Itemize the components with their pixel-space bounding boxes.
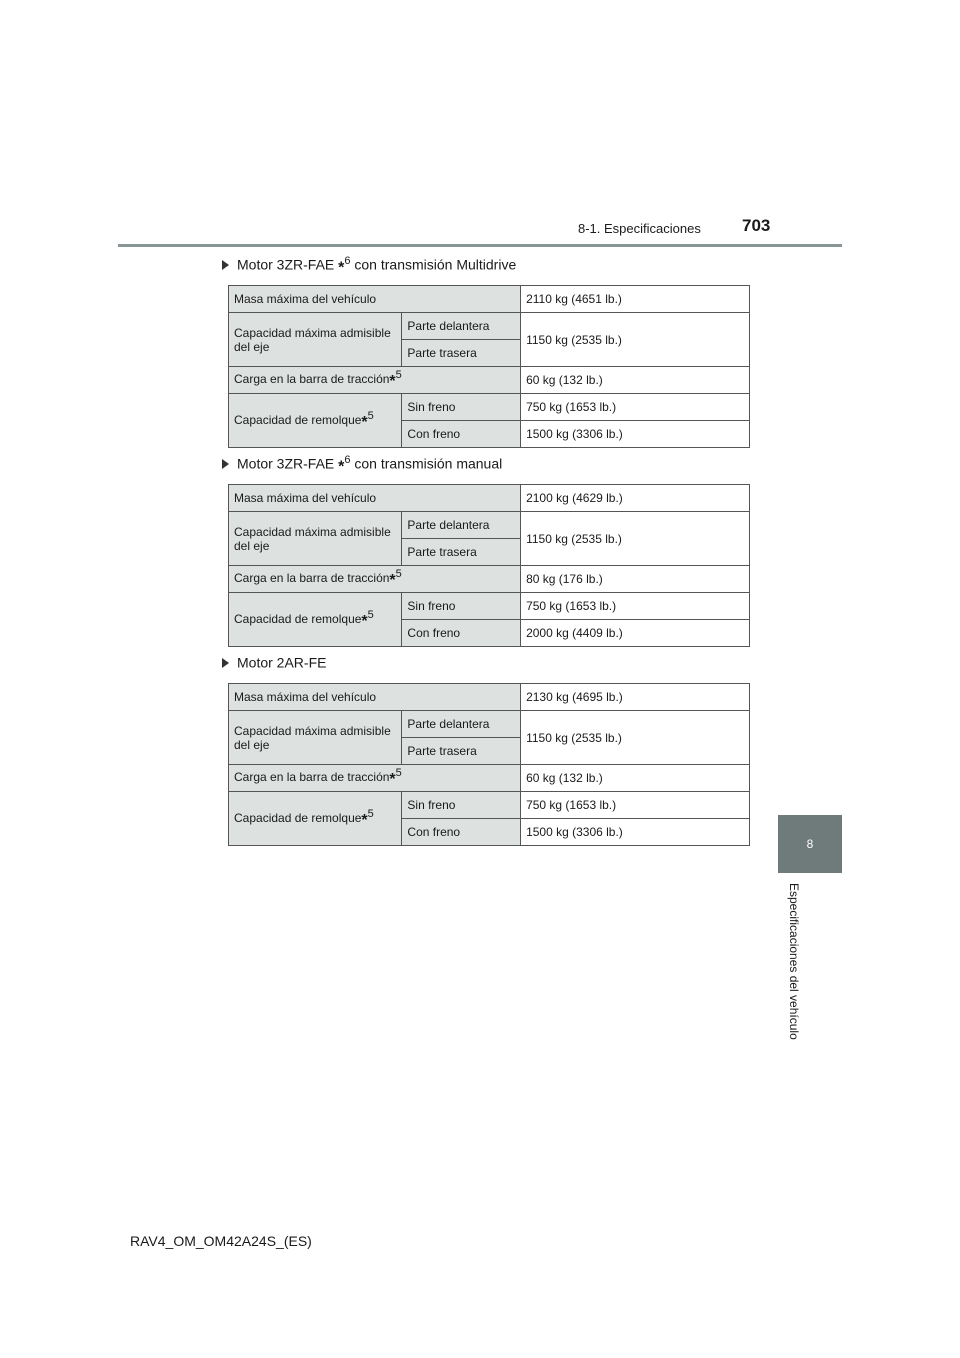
spec-table-3 [228, 683, 750, 846]
side-tab-number: 8 [806, 837, 814, 851]
row-label-parte-trasera: Parte trasera [402, 738, 521, 765]
value-con-freno: 1500 kg (3306 lb.) [521, 421, 750, 448]
row-label-carga-barra: Carga en la barra de tracción*$^5$ [229, 566, 521, 593]
table-row [229, 792, 750, 819]
row-label-sin-freno: Sin freno [402, 394, 521, 421]
footer-doc-id: RAV4_OM_OM42A24S_(ES) [130, 1233, 312, 1249]
value-masa: 2100 kg (4629 lb.) [521, 485, 750, 512]
table-row [229, 711, 750, 738]
side-tab-label: Especificaciones del vehículo [787, 883, 801, 1040]
triangle-bullet-icon [222, 459, 229, 469]
row-label-con-freno: Con freno [402, 620, 521, 647]
side-tab [778, 815, 842, 873]
section-title-text: Motor 2AR-FE [237, 654, 327, 671]
value-barra: 80 kg (176 lb.) [521, 566, 750, 593]
row-label-capacidad-eje: Capacidad máxima admisible del eje [229, 313, 402, 367]
row-label-parte-trasera: Parte trasera [402, 340, 521, 367]
value-eje: 1150 kg (2535 lb.) [521, 512, 750, 566]
row-label-con-freno: Con freno [402, 421, 521, 448]
row-label-parte-delantera: Parte delantera [402, 313, 521, 340]
row-label-parte-delantera: Parte delantera [402, 711, 521, 738]
table-row [229, 684, 750, 711]
row-label-capacidad-remolque: Capacidad de remolque*$^5$ [229, 593, 402, 647]
row-label-masa: Masa máxima del vehículo [229, 684, 521, 711]
row-label-capacidad-remolque: Capacidad de remolque*$^5$ [229, 792, 402, 846]
table-row [229, 367, 750, 394]
spec-table-1 [228, 285, 750, 448]
row-label-capacidad-remolque: Capacidad de remolque*$^5$ [229, 394, 402, 448]
table-row [229, 485, 750, 512]
row-label-carga-barra: Carga en la barra de tracción*$^5$ [229, 765, 521, 792]
row-label-sin-freno: Sin freno [402, 593, 521, 620]
row-label-masa: Masa máxima del vehículo [229, 485, 521, 512]
value-eje: 1150 kg (2535 lb.) [521, 711, 750, 765]
value-eje: 1150 kg (2535 lb.) [521, 313, 750, 367]
spec-table-2 [228, 484, 750, 647]
value-masa: 2110 kg (4651 lb.) [521, 286, 750, 313]
value-con-freno: 1500 kg (3306 lb.) [521, 819, 750, 846]
table-row [229, 593, 750, 620]
value-masa: 2130 kg (4695 lb.) [521, 684, 750, 711]
row-label-capacidad-eje: Capacidad máxima admisible del eje [229, 711, 402, 765]
row-label-capacidad-eje: Capacidad máxima admisible del eje [229, 512, 402, 566]
row-label-parte-trasera: Parte trasera [402, 539, 521, 566]
value-sin-freno: 750 kg (1653 lb.) [521, 394, 750, 421]
page-number: 703 [742, 216, 771, 235]
header-section: 8-1. Especificaciones [578, 221, 701, 236]
row-label-sin-freno: Sin freno [402, 792, 521, 819]
row-label-masa: Masa máxima del vehículo [229, 286, 521, 313]
header-rule [118, 244, 842, 247]
table-row [229, 765, 750, 792]
row-label-carga-barra: Carga en la barra de tracción*$^5$ [229, 367, 521, 394]
section-title-text: Motor 3ZR-FAE *$^6$ con transmisión manual [237, 454, 503, 476]
section-title-text: Motor 3ZR-FAE *$^6$ con transmisión Multidrive [237, 255, 517, 277]
table-row [229, 394, 750, 421]
value-sin-freno: 750 kg (1653 lb.) [521, 593, 750, 620]
section-title-1 [222, 255, 516, 278]
triangle-bullet-icon [222, 658, 229, 668]
table-row [229, 313, 750, 340]
value-barra: 60 kg (132 lb.) [521, 367, 750, 394]
triangle-bullet-icon [222, 260, 229, 270]
value-con-freno: 2000 kg (4409 lb.) [521, 620, 750, 647]
row-label-parte-delantera: Parte delantera [402, 512, 521, 539]
table-row [229, 286, 750, 313]
row-label-con-freno: Con freno [402, 819, 521, 846]
table-row [229, 512, 750, 539]
table-row [229, 566, 750, 593]
value-barra: 60 kg (132 lb.) [521, 765, 750, 792]
value-sin-freno: 750 kg (1653 lb.) [521, 792, 750, 819]
section-title-2 [222, 454, 502, 477]
section-title-3 [222, 653, 326, 676]
